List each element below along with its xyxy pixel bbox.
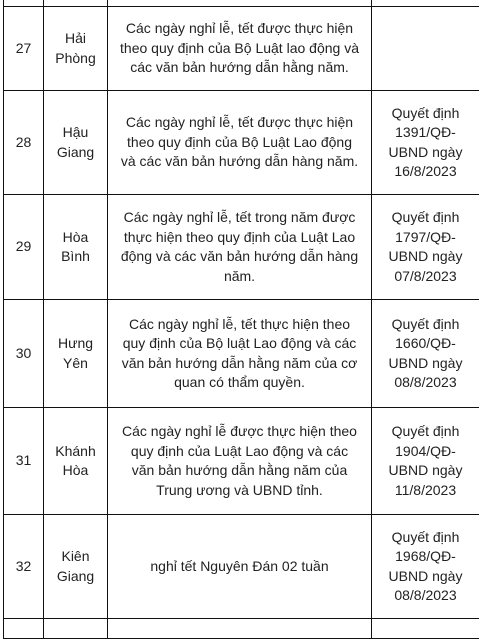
decision-cell [372, 408, 479, 515]
table-row [4, 408, 479, 515]
row-number: 32 [4, 515, 44, 619]
decision-cell [372, 515, 479, 619]
decision-reference: Quyết định 1660/QĐ-UBND ngày 08/8/2023 [372, 315, 479, 393]
holiday-description: Các ngày nghỉ lễ, tết thực hiện theo quy định của Bộ luật Lao động và các văn bản hướng dẫn hằng năm của cơ quan có thẩm quyền. [108, 315, 371, 393]
holiday-description-cell [108, 7, 372, 91]
holiday-description-cell [108, 515, 372, 619]
holiday-description-cell [108, 300, 372, 408]
decision-cell [372, 7, 479, 91]
holiday-description: Các ngày nghỉ lễ, tết được thực hiện theo quy định của Bộ Luật Lao động và các văn bản hướng dẫn hàng năm. [108, 113, 371, 172]
province-name: Khánh Hòa [44, 408, 108, 515]
table-cell [372, 619, 479, 639]
province-name: Hậu Giang [44, 91, 108, 195]
decision-reference: Quyết định 1904/QĐ-UBND ngày 11/8/2023 [372, 422, 479, 500]
province-name: Kiên Giang [44, 515, 108, 619]
row-number: 29 [4, 195, 44, 300]
holiday-description: Các ngày nghỉ lễ, tết được thực hiện theo quy định của Bộ Luật lao động và các văn bản hướng dẫn hằng năm. [108, 19, 371, 78]
holiday-schedule-table [3, 0, 479, 639]
row-number: 31 [4, 408, 44, 515]
table-row [4, 91, 479, 195]
row-number: 28 [4, 91, 44, 195]
decision-reference: Quyết định 1797/QĐ-UBND ngày 07/8/2023 [372, 208, 479, 286]
holiday-description-cell [108, 408, 372, 515]
table-row-stub [4, 619, 479, 639]
holiday-description-cell [108, 91, 372, 195]
province-name: Hưng Yên [44, 300, 108, 408]
row-number: 30 [4, 300, 44, 408]
table-cell [4, 619, 44, 639]
table-row [4, 7, 479, 91]
table-row [4, 195, 479, 300]
decision-reference: Quyết định 1391/QĐ-UBND ngày 16/8/2023 [372, 104, 479, 182]
province-name: Hòa Bình [44, 195, 108, 300]
table-row [4, 300, 479, 408]
table-cell [44, 619, 108, 639]
decision-reference: Quyết định 1968/QĐ-UBND ngày 08/8/2023 [372, 528, 479, 606]
row-number: 27 [4, 7, 44, 91]
decision-cell [372, 300, 479, 408]
decision-cell [372, 91, 479, 195]
province-name: Hải Phòng [44, 7, 108, 91]
holiday-description-cell [108, 195, 372, 300]
holiday-description: Các ngày nghỉ lễ, tết trong năm được thực hiện theo quy định của Luật Lao động và các văn bản hướng dẫn hàng năm. [108, 208, 371, 286]
decision-cell [372, 195, 479, 300]
table-cell [108, 619, 372, 639]
table-row [4, 515, 479, 619]
holiday-description: Các ngày nghỉ lễ được thực hiện theo quy định của Luật Lao động và các văn bản hướng dẫn hằng năm của Trung ương và UBND tỉnh. [108, 422, 371, 500]
holiday-description: nghỉ tết Nguyên Đán 02 tuần [108, 557, 371, 577]
